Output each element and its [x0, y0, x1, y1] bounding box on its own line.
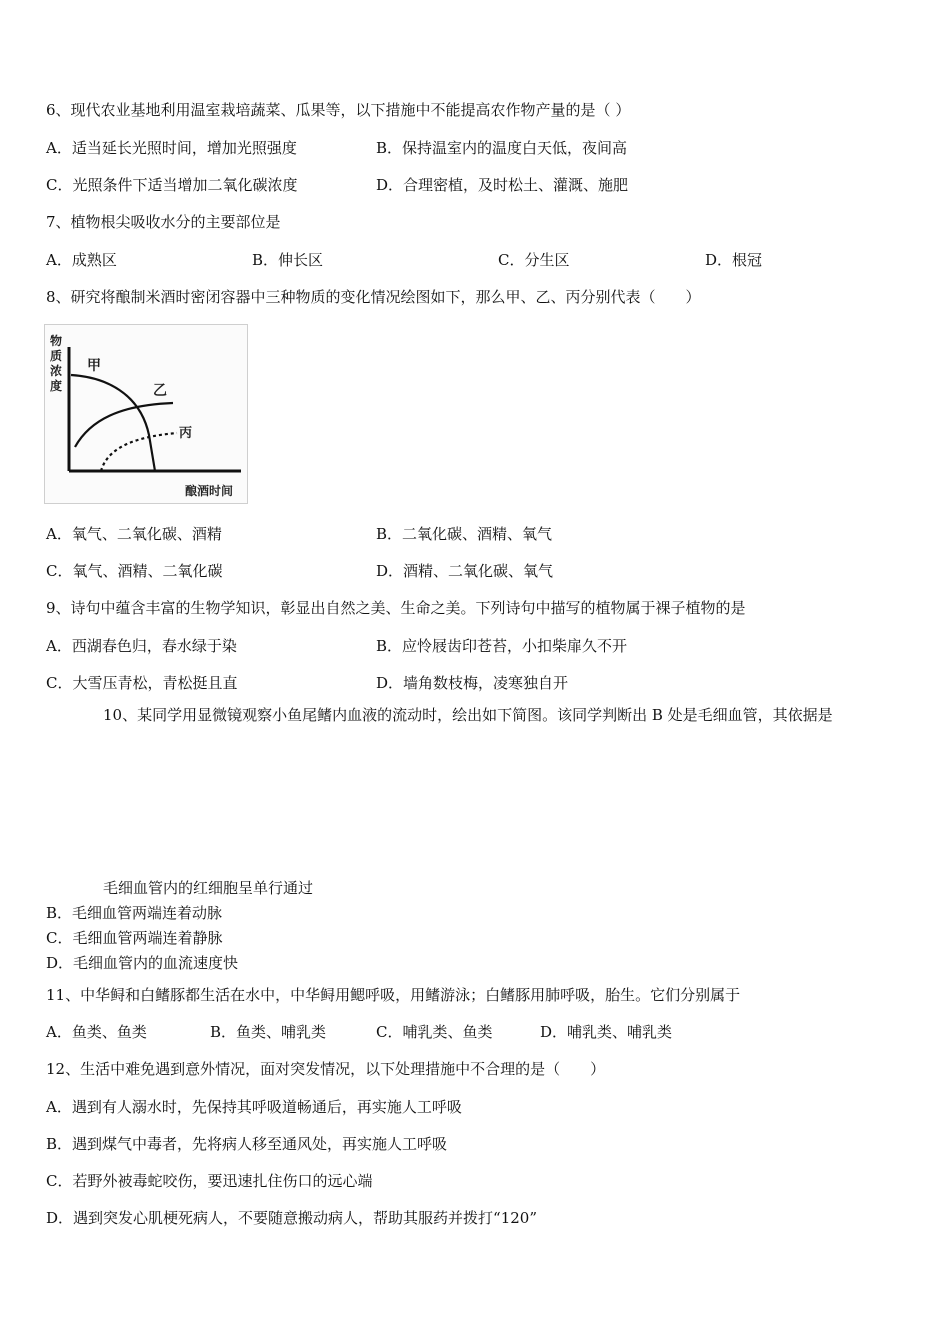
question-10-option-d: D．毛细血管内的血流速度快: [46, 954, 239, 972]
curve-yi-label: 乙: [153, 383, 167, 399]
question-7-stem: 7、植物根尖吸收水分的主要部位是: [46, 213, 281, 231]
question-6-option-d: D．合理密植，及时松土、灌溉、施肥: [376, 176, 629, 194]
curve-jia-label: 甲: [87, 358, 101, 374]
question-7-option-c: C．分生区: [498, 251, 570, 269]
question-8-option-d: D．酒精、二氧化碳、氧气: [376, 562, 554, 580]
question-7-option-b: B．伸长区: [252, 251, 324, 269]
question-10-option-b: B．毛细血管两端连着动脉: [46, 904, 223, 922]
question-11-option-d: D．哺乳类、哺乳类: [540, 1023, 673, 1041]
question-12-option-a: A．遇到有人溺水时，先保持其呼吸道畅通后，再实施人工呼吸: [46, 1098, 462, 1116]
question-9-option-d: D．墙角数枝梅，凌寒独自开: [376, 674, 569, 692]
question-10-option-a: 毛细血管内的红细胞呈单行通过: [103, 879, 314, 897]
question-8-option-a: A．氧气、二氧化碳、酒精: [46, 525, 222, 543]
question-8-option-b: B．二氧化碳、酒精、氧气: [376, 525, 553, 543]
question-11-option-b: B．鱼类、哺乳类: [210, 1023, 327, 1041]
curve-bing-label: 丙: [179, 426, 193, 441]
x-axis-label: 酿酒时间: [185, 484, 234, 498]
question-7-option-a: A．成熟区: [46, 251, 117, 269]
question-8-stem: 8、研究将酿制米酒时密闭容器中三种物质的变化情况绘图如下，那么甲、乙、丙分别代表（ ）: [46, 288, 701, 306]
question-9-option-b: B．应怜屐齿印苍苔，小扣柴扉久不开: [376, 637, 628, 655]
y-axis-label-char-2: 质: [50, 349, 63, 363]
curve-bing: [101, 433, 177, 471]
question-6-option-b: B．保持温室内的温度白天低，夜间高: [376, 139, 628, 157]
question-6-option-c: C．光照条件下适当增加二氧化碳浓度: [46, 176, 298, 194]
y-axis-label-char-3: 浓: [50, 364, 63, 378]
question-12-option-b: B．遇到煤气中毒者，先将病人移至通风处，再实施人工呼吸: [46, 1135, 448, 1153]
question-8-option-c: C．氧气、酒精、二氧化碳: [46, 562, 223, 580]
question-10-option-c: C．毛细血管两端连着静脉: [46, 929, 223, 947]
y-axis-label-char-4: 度: [50, 379, 63, 393]
question-11-option-a: A．鱼类、鱼类: [46, 1023, 147, 1041]
y-axis-label-char-1: 物: [50, 334, 63, 348]
question-10-stem: 10、某同学用显微镜观察小鱼尾鳍内血液的流动时，绘出如下简图。该同学判断出 B 处是毛细血管，其依据是: [103, 706, 833, 724]
concentration-graph: [45, 325, 247, 503]
question-6-option-a: A．适当延长光照时间，增加光照强度: [46, 139, 297, 157]
question-9-stem: 9、诗句中蕴含丰富的生物学知识，彰显出自然之美、生命之美。下列诗句中描写的植物属于裸子植物的是: [46, 599, 746, 617]
question-6-stem: 6、现代农业基地利用温室栽培蔬菜、瓜果等，以下措施中不能提高农作物产量的是（ ）: [46, 101, 631, 119]
question-12-stem: 12、生活中难免遇到意外情况，面对突发情况，以下处理措施中不合理的是（ ）: [46, 1060, 606, 1078]
question-9-option-a: A．西湖春色归，春水绿于染: [46, 637, 237, 655]
question-7-option-d: D．根冠: [705, 251, 763, 269]
question-9-option-c: C．大雪压青松，青松挺且直: [46, 674, 238, 692]
curve-jia: [71, 375, 155, 471]
question-11-stem: 11、中华鲟和白鳍豚都生活在水中，中华鲟用鳃呼吸，用鳍游泳；白鳍豚用肺呼吸，胎生。它们分别属于: [46, 986, 741, 1004]
curve-yi: [75, 403, 173, 447]
question-12-option-c: C．若野外被毒蛇咬伤，要迅速扎住伤口的远心端: [46, 1172, 373, 1190]
question-12-option-d: D．遇到突发心肌梗死病人，不要随意搬动病人，帮助其服药并拨打“120”: [46, 1209, 537, 1227]
concentration-figure: [44, 324, 248, 504]
question-11-option-c: C．哺乳类、鱼类: [376, 1023, 493, 1041]
